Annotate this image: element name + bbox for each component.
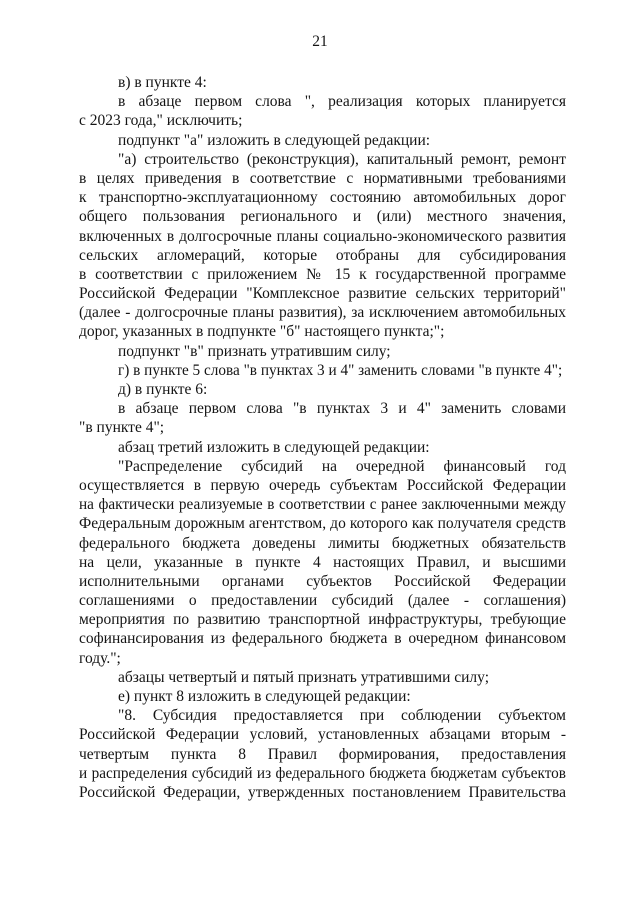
text-line: в) в пункте 4: [118, 74, 207, 91]
text-line: (далее - долгосрочные планы развития), за исключением автомобильных [79, 304, 566, 322]
text-line: общего пользования регионального и (или) местного значения, [79, 208, 566, 226]
text-line: и распределения субсидий из федерального бюджета бюджетам субъектов [79, 764, 566, 782]
text-line: "Распределение субсидий на очередной финансовый год [118, 457, 566, 475]
text-line: мероприятия по развитию транспортной инфраструктуры, требующие [79, 611, 566, 629]
text-line: подпункт "а" изложить в следующей редакции: [118, 131, 431, 149]
text-line: Российской Федерации "Комплексное развитие сельских территорий" [79, 285, 566, 303]
document-body [79, 73, 566, 802]
text-line: четвертым пункта 8 Правил формирования, предоставления [79, 745, 566, 763]
text-line: "а) строительство (реконструкция), капитальный ремонт, ремонт [118, 150, 566, 168]
text-line: в целях приведения в соответствие с нормативными требованиями [79, 169, 566, 187]
text-line: с 2023 года," исключить; [79, 112, 243, 130]
text-line: на фактически реализуемые в соответствии с ранее заключенными между [79, 496, 566, 514]
text-line: в абзаце первом слова "в пунктах 3 и 4" заменить словами [118, 400, 566, 418]
text-line: исполнительными органами субъектов Российской Федерации [79, 572, 566, 590]
text-line: сельских агломераций, которые отобраны для субсидирования [79, 246, 566, 264]
text-line: абзац третий изложить в следующей редакции: [118, 438, 430, 456]
text-line: г) в пункте 5 слова "в пунктах 3 и 4" заменить словами "в пункте 4"; [118, 361, 563, 379]
text-line: "8. Субсидия предоставляется при соблюдении субъектом [118, 707, 566, 725]
page-number: 21 [312, 33, 328, 50]
text-line: соглашениями о предоставлении субсидий (далее - соглашения) [79, 592, 566, 610]
text-line: Российской Федерации условий, установленных абзацами вторым - [79, 726, 566, 744]
text-line: на цели, указанные в пункте 4 настоящих Правил, и высшими [79, 553, 566, 571]
text-line: абзацы четвертый и пятый признать утратившими силу; [118, 668, 490, 686]
text-line: включенных в долгосрочные планы социально-экономического развития [79, 227, 566, 245]
text-line: е) пункт 8 изложить в следующей редакции: [118, 688, 411, 705]
text-line: в соответствии с приложением № 15 к государственной программе [79, 265, 566, 283]
text-line: осуществляется в первую очередь субъектам Российской Федерации [79, 476, 566, 494]
text-line: "в пункте 4"; [79, 419, 165, 437]
text-line: федерального бюджета доведены лимиты бюджетных обязательств [79, 534, 566, 552]
text-line: году."; [79, 649, 121, 667]
text-line: Российской Федерации, утвержденных постановлением Правительства [79, 783, 566, 801]
text-line: д) в пункте 6: [118, 381, 208, 398]
text-line: дорог, указанных в подпункте "б" настоящего пункта;"; [79, 323, 445, 341]
text-line: Федеральным дорожным агентством, до которого как получателя средств [79, 515, 566, 533]
text-line: подпункт "в" признать утратившим силу; [118, 342, 391, 360]
text-line: к транспортно-эксплуатационному состоянию автомобильных дорог [79, 189, 566, 207]
text-line: в абзаце первом слова ", реализация которых планируется [118, 93, 566, 111]
text-line: софинансирования из федерального бюджета в очередном финансовом [79, 630, 566, 648]
